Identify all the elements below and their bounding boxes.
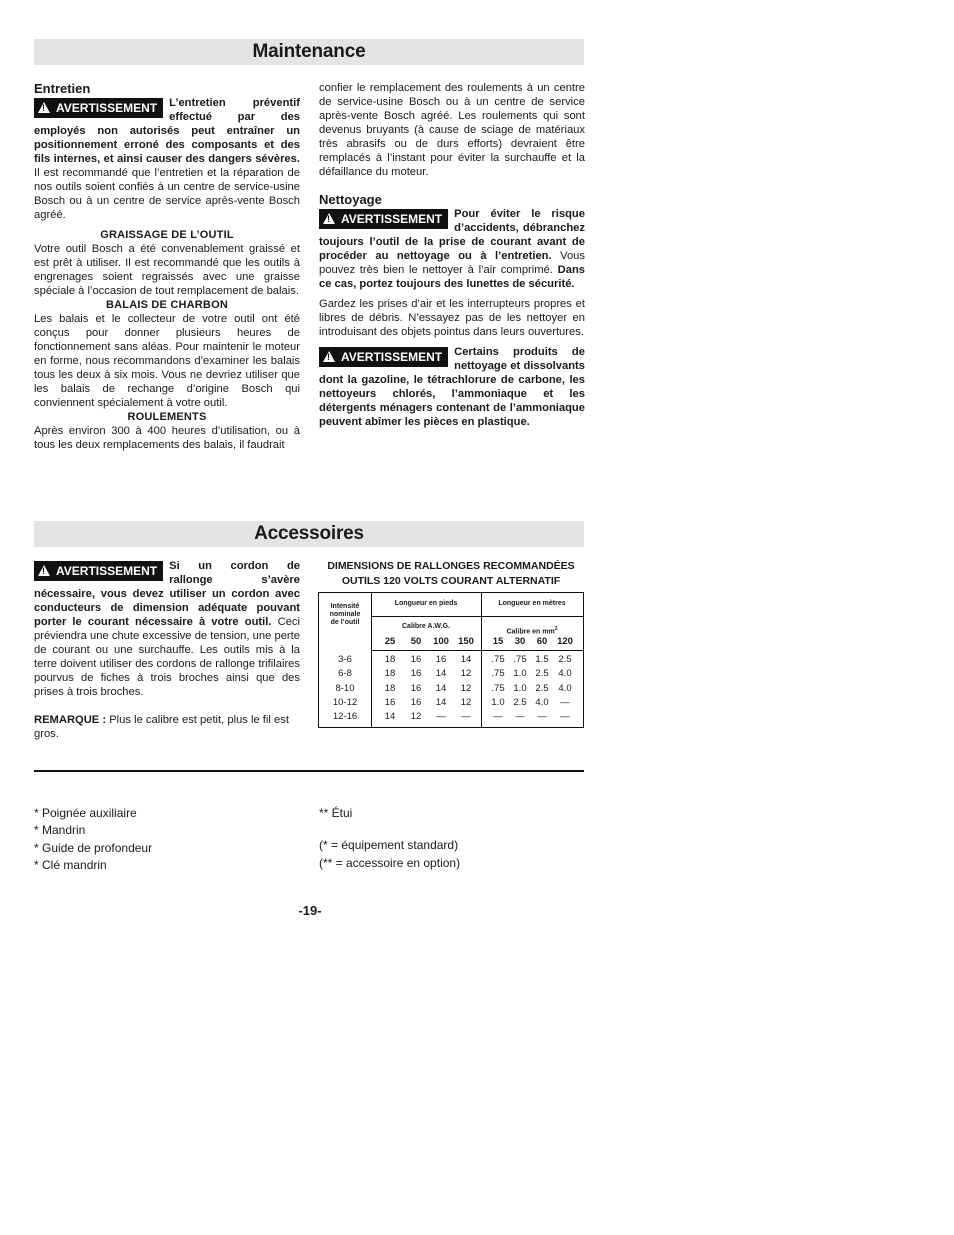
meter-col-header: 15 (492, 636, 504, 647)
warning-badge: !AVERTISSEMENT (34, 98, 163, 118)
list-item: * Guide de profondeur (34, 840, 153, 855)
feet-col-header: 100 (433, 636, 449, 647)
mm-cell: — (515, 711, 525, 723)
mm-cell: — (560, 696, 570, 708)
page-number: -19- (298, 903, 322, 918)
balais-paragraph: Les balais et le collecteur de votre outil ont été conçus pour donner plusieurs heures de fonctionnement sans aléas. Pour maintenir le moteur en forme, nous recommandons d’examiner les balais tous les deux à six mois. Vous ne devriez utiliser que les balais de rechange d’origine Bosch qui conviennent spécialement à votre outil. (34, 313, 300, 409)
mm-cell: 2.5 (535, 682, 549, 694)
awg-cell: 12 (410, 711, 422, 723)
mm-cell: — (560, 711, 570, 723)
balais-heading: BALAIS DE CHARBON (106, 299, 228, 311)
mm-cell: .75 (513, 654, 527, 665)
feet-col-header: 50 (410, 636, 422, 647)
remarque: REMARQUE : Plus le calibre est petit, plus le fil est gros. (34, 714, 289, 740)
meter-col-header: 120 (557, 636, 573, 647)
table-divider (371, 650, 583, 651)
awg-cell: 16 (384, 696, 396, 708)
mm-cell: .75 (491, 682, 505, 694)
awg-cell: 14 (435, 696, 447, 708)
awg-cell: 14 (435, 668, 447, 680)
section-divider (34, 770, 584, 772)
mm-cell: .75 (491, 654, 505, 665)
mm-cell: 2.5 (513, 696, 527, 708)
awg-cell: — (436, 711, 446, 723)
maintenance-right-column (319, 81, 585, 429)
awg-cell: 18 (384, 682, 396, 694)
nettoyage-paragraph: !AVERTISSEMENT Pour éviter le risque d’accidents, débranchez toujours l’outil de la prise de courant avant de procéder au nettoyage ou à l’entretien. Vous pouvez très bien le nettoyer à l’air comprimé. Dans ce cas, portez toujours des lunettes de sécurité. (319, 207, 585, 291)
list-item: * Mandrin (34, 823, 86, 838)
graissage-heading: GRAISSAGE DE L’OUTIL (100, 229, 234, 241)
warning-badge: !AVERTISSEMENT (34, 561, 163, 581)
warning-triangle-icon (38, 565, 50, 576)
mm-cell: — (537, 711, 547, 723)
mm-cell: 4.0 (558, 682, 572, 694)
amp-cell: 6-8 (338, 668, 352, 680)
table-caption: DIMENSIONS DE RALLONGES RECOMMANDÉES OUTILS 120 VOLTS COURANT ALTERNATIF (327, 560, 575, 587)
warning-triangle-icon (323, 213, 335, 224)
entretien-paragraph: !AVERTISSEMENT L’entretien préventif effectué par des employés non autorisés peut entraîner un positionnement erroné des composants et des fils internes, et ainsi causer des dangers sévères. Il est recommandé que l’entretien et la réparation de nos outils soient confiés à un centre de service-usine Bosch ou à un centre de service après-vente Bosch agréé. (34, 96, 300, 222)
awg-cell: 18 (384, 668, 396, 680)
mm-cell: 1.0 (491, 696, 505, 708)
awg-cell: — (461, 711, 471, 723)
awg-cell: 18 (384, 654, 396, 665)
mm-cell: 4.0 (535, 696, 549, 708)
table-divider (371, 616, 583, 617)
amp-cell: 8-10 (335, 682, 355, 694)
feet-col-header: 25 (384, 636, 396, 647)
list-item: * Clé mandrin (34, 857, 107, 872)
accessoires-warning-paragraph: !AVERTISSEMENT Si un cordon de rallonge s’avère nécessaire, vous devez utiliser un cordon avec conducteurs de dimension adéquate pouvant porter le courant nécessaire à votre outil. Ceci préviendra une chute excessive de tension, une perte de courant ou une surchauffe. Les outils mis à la terre doivent utiliser des cordons de rallonge trifilaires pourvus de fiches à trois broches ainsi que des prises à trois broches. (34, 559, 300, 699)
list-item: ** Étui (319, 806, 353, 820)
mm-cell: .75 (491, 668, 505, 680)
accessories-list-right (319, 805, 579, 872)
mm-cell: 4.0 (558, 668, 572, 680)
entretien-heading: Entretien (34, 81, 91, 96)
awg-cell: 14 (460, 654, 472, 665)
accessories-list-left (34, 805, 294, 874)
nettoyage-warning-2: !AVERTISSEMENT Certains produits de nettoyage et dissolvants dont la gazoline, le tétrachlorure de carbone, les nettoyeurs chlorés, l’ammoniaque et les détergents ménagers contenant de l’ammoniaque peuvent abîmer les pièces en plastique. (319, 345, 585, 429)
meter-col-header: 60 (536, 636, 548, 647)
nettoyage-paragraph-2: Gardez les prises d’air et les interrupteurs propres et libres de débris. N’essayez pas de les nettoyer en introduisant des objets pointus dans leurs ouvertures. (319, 298, 585, 338)
accessoires-title: Accessoires (34, 521, 584, 547)
mm-cell: — (493, 711, 503, 723)
meters-header: Longueur en mètres (498, 600, 566, 607)
mm-cell: 2.5 (535, 668, 549, 680)
mm-cell: 1.0 (513, 668, 527, 680)
awg-cell: 16 (410, 682, 422, 694)
meter-col-header: 30 (514, 636, 526, 647)
awg-cell: 16 (410, 654, 422, 665)
awg-cell: 12 (460, 682, 472, 694)
nettoyage-heading: Nettoyage (319, 192, 382, 207)
feet-header: Longueur en pieds (394, 600, 458, 607)
awg-cell: 14 (384, 711, 396, 723)
spacer (319, 822, 579, 837)
table-divider (481, 593, 482, 727)
awg-cell: 16 (410, 668, 422, 680)
mm-cell: 2.5 (558, 654, 572, 665)
awg-cell: 16 (410, 696, 422, 708)
mm-cell: 1.0 (513, 682, 527, 694)
legend-standard: (* = équipement standard) (319, 838, 459, 853)
legend-option: (** = accessoire en option) (319, 855, 461, 870)
maintenance-title: Maintenance (34, 39, 584, 65)
amp-cell: 3-6 (338, 654, 352, 665)
amp-cell: 10-12 (332, 696, 358, 708)
maintenance-left-column (34, 82, 300, 452)
amp-cell: 12-16 (332, 711, 358, 723)
roulements-paragraph: Après environ 300 à 400 heures d’utilisation, ou à tous les deux remplacements des balais, il faudrait (34, 425, 300, 451)
list-item: * Poignée auxiliaire (34, 806, 137, 820)
roulements-continued: confier le remplacement des roulements à un centre de service-usine Bosch ou à un centre de service après-vente Bosch agréé. Les roulements qui sont devenus bruyants (à cause de sciage de matériaux très abrasifs ou de durs efforts) devraient être remplacés à l’instant pour éviter la surchauffe et la défaillance du moteur. (319, 82, 585, 178)
graissage-paragraph: Votre outil Bosch a été convenablement graissé et est prêt à utiliser. Il est recommandé que les outils à engrenages soient regraissés avec une graisse spéciale à l’occasion de tout remplacement de balais. (34, 243, 300, 297)
amp-header: Intensité nominale de l’outil (329, 603, 361, 626)
awg-cell: 12 (460, 668, 472, 680)
extension-cord-table (318, 592, 584, 728)
mm-header: Calibre en $mm^2$ (506, 626, 558, 636)
awg-cell: 12 (460, 696, 472, 708)
awg-header: Calibre A.W.G. (402, 623, 450, 630)
accessoires-left-column (34, 559, 300, 741)
warning-badge: !AVERTISSEMENT (319, 347, 448, 367)
feet-col-header: 150 (458, 636, 474, 647)
roulements-heading: ROULEMENTS (127, 411, 207, 423)
table-divider (371, 593, 372, 727)
awg-cell: 16 (435, 654, 447, 665)
mm-cell: 1.5 (535, 654, 549, 665)
awg-cell: 14 (435, 682, 447, 694)
warning-badge: !AVERTISSEMENT (319, 209, 448, 229)
warning-triangle-icon (323, 351, 335, 362)
warning-triangle-icon (38, 102, 50, 113)
